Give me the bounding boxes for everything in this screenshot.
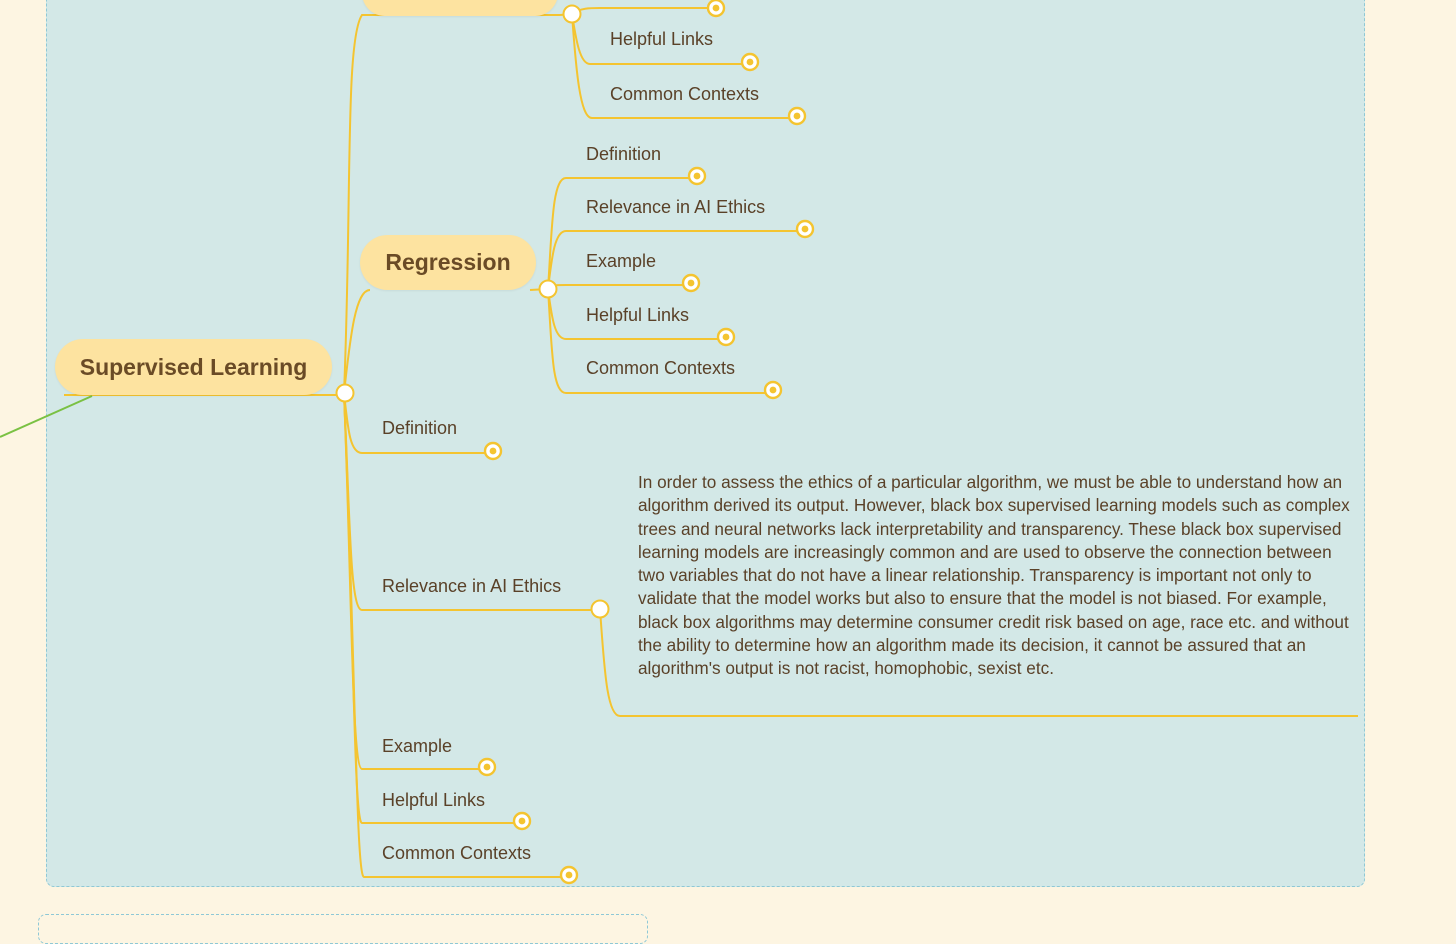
- leaf-regression-common-contexts[interactable]: Common Contexts: [586, 358, 736, 378]
- topic-regression[interactable]: [360, 235, 536, 290]
- leaf-regression-definition[interactable]: Definition: [586, 144, 662, 164]
- leaf-helpful-links[interactable]: Helpful Links: [382, 790, 486, 810]
- leaf-example[interactable]: Example: [382, 736, 453, 756]
- collapse-dot-icon: [485, 443, 501, 459]
- leaf-relevance-ai-ethics[interactable]: Relevance in AI Ethics: [382, 576, 562, 596]
- topic-pill-cutoff[interactable]: [362, 0, 558, 16]
- collapse-dot-icon: [797, 221, 813, 237]
- collapse-dot-icon: [789, 108, 805, 124]
- relevance-note-text[interactable]: In order to assess the ethics of a particular algorithm, we must be able to understand how an algorithm derived its output. However, black box supervised learning models such as complex trees and neural networks lack interpretability and transparency. These black box supervised learning models are increasingly common and are used to observe the connection between two variables that do not have a linear relationship. Transparency is important not only to validate that the model works but also to ensure that the model is not biased. For example, black box algorithms may determine consumer credit risk based on age, race etc. and without the ability to determine how an algorithm made its decision, it cannot be assured that an algorithm's output is not racist, homophobic, sexist etc.: [638, 472, 1350, 679]
- connector-top-child-0: [572, 8, 716, 14]
- hub-regression: [540, 281, 557, 298]
- topic-regression-label: Regression: [385, 249, 511, 275]
- leaf-regression-relevance[interactable]: Relevance in AI Ethics: [586, 197, 766, 217]
- topic-supervised-learning-label: Supervised Learning: [79, 353, 308, 380]
- hub-relevance: [592, 601, 609, 618]
- leaf-definition[interactable]: Definition: [382, 418, 458, 438]
- leaf-common-contexts[interactable]: Common Contexts: [382, 843, 532, 863]
- hub-root: [337, 385, 354, 402]
- connector-regression: [344, 290, 370, 393]
- collapse-dot-icon: [689, 168, 705, 184]
- leaf-top-common-contexts[interactable]: Common Contexts: [610, 84, 760, 104]
- connector-parent: [0, 396, 92, 437]
- leaf-top-helpful-links[interactable]: Helpful Links: [610, 29, 714, 49]
- topic-supervised-learning[interactable]: [55, 339, 332, 395]
- leaf-regression-helpful-links[interactable]: Helpful Links: [586, 305, 690, 325]
- collapse-dot-icon: [561, 867, 577, 883]
- connector-reg-child-2: [548, 285, 691, 289]
- collapse-dot-icon: [718, 329, 734, 345]
- collapse-dot-icon: [514, 813, 530, 829]
- connector-reg-child-0: [548, 178, 697, 289]
- leaf-regression-example[interactable]: Example: [586, 251, 657, 271]
- collapse-dot-icon: [683, 275, 699, 291]
- connector-top-branch: [344, 15, 560, 393]
- collapse-dot-icon: [708, 0, 724, 16]
- collapse-dot-icon: [765, 382, 781, 398]
- collapse-dot-icon: [742, 54, 758, 70]
- hub-top-branch: [564, 6, 581, 23]
- collapse-markers: [479, 0, 813, 883]
- collapse-dot-icon: [479, 759, 495, 775]
